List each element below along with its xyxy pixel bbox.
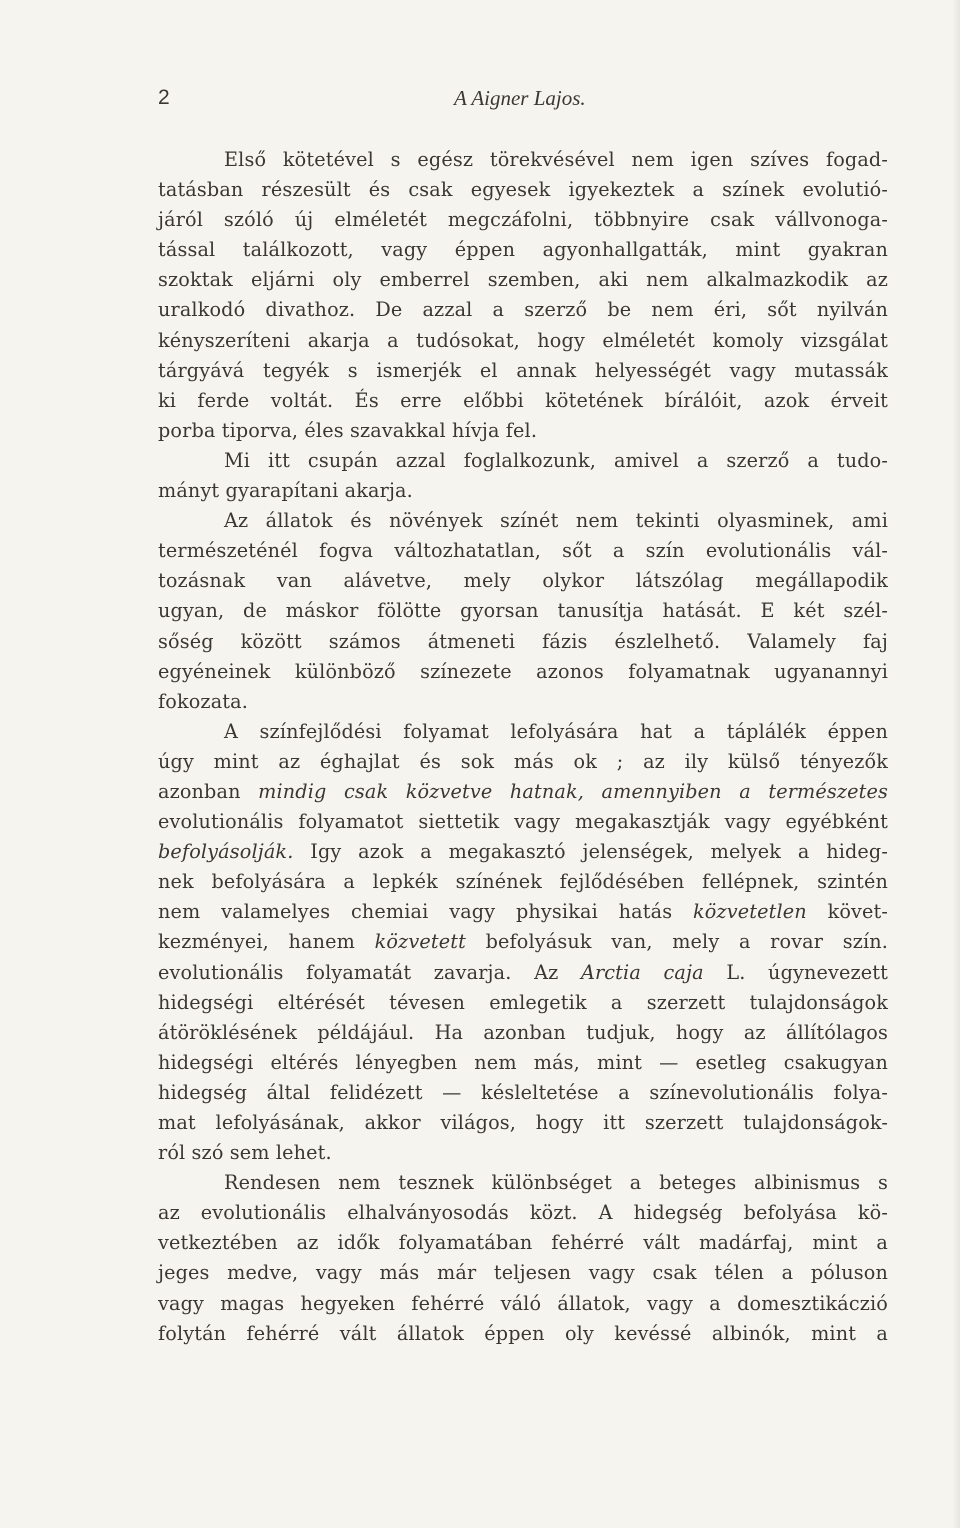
italic-fragment: közvetett xyxy=(374,930,466,954)
text-line: Első kötetével s egész törekvésével nem igen szíves fogad- xyxy=(224,148,888,171)
text-line: ki ferde voltát. És erre előbbi kötetének bírálóit, azok érveit xyxy=(158,388,888,412)
text-line: vetkeztében az idők folyamatában fehérré vált madárfaj, mint a xyxy=(158,1231,888,1255)
text-line xyxy=(158,897,888,927)
text-line: hidegségi eltérését tévesen emlegetik a szerzett tulajdonságok xyxy=(158,990,888,1014)
text-line xyxy=(158,927,888,957)
italic-fragment: Arctia caja xyxy=(580,960,704,984)
text-line: Mi itt csupán azzal foglalkozunk, amivel a szerző a tudo- xyxy=(224,448,888,472)
running-head xyxy=(158,86,888,110)
text-line: ugyan, de máskor fölötte gyorsan tanusítja hatását. E két szél- xyxy=(158,599,888,623)
text-line: nek befolyására a lepkék színének fejlődésében fellépnek, szintén xyxy=(158,870,888,894)
text-line: tozásnak van alávetve, mely olykor látszólag megállapodik xyxy=(158,569,888,593)
italic-fragment: mindig csak közvetve hatnak, amennyiben a természetes xyxy=(258,779,889,803)
text-line: tatásban részesült és csak egyesek igyekeztek a színek evolutió- xyxy=(158,178,888,202)
text-line: ról szó sem lehet. xyxy=(158,1141,332,1165)
text-line: Rendesen nem tesznek különbséget a beteges albinismus s xyxy=(224,1171,888,1195)
text-line: az evolutionális elhalványosodás közt. A hidegség befolyása kö- xyxy=(158,1201,888,1225)
page-edge-shadow xyxy=(952,0,960,1528)
text-fragment: követ- xyxy=(827,900,889,924)
text-line: egyéneinek különböző színezete azonos folyamatnak ugyanannyi xyxy=(158,659,888,683)
text-line xyxy=(158,777,888,807)
text-line xyxy=(158,837,888,867)
text-line: mat lefolyásának, akkor világos, hogy itt szerzett tulajdonságok- xyxy=(158,1111,888,1134)
text-line: tárgyává tegyék s ismerjék el annak helyességét vagy mutassák xyxy=(158,358,888,382)
text-line: szoktak eljárni oly emberrel szemben, aki nem alkalmazkodik az xyxy=(158,268,888,292)
text-fragment: nem valamelyes chemiai vagy physikai hatás xyxy=(158,900,673,924)
body-text xyxy=(158,145,888,1349)
text-line: természeténél fogva változhatatlan, sőt a szín evolutionális vál- xyxy=(158,539,888,563)
text-line: járól szóló új elméletét megczáfolni, többnyire csak vállvonoga- xyxy=(158,208,888,232)
text-line: kényszeríteni akarja a tudósokat, hogy elméletét komoly vizsgálat xyxy=(158,328,888,352)
page-number: 2 xyxy=(158,86,170,109)
italic-fragment: közvetetlen xyxy=(693,900,807,924)
text-line: evolutionális folyamatot siettetik vagy megakasztják vagy egyébként xyxy=(158,810,888,834)
text-fragment: kezményei, hanem xyxy=(158,930,356,954)
text-line: porba tiporva, éles szavakkal hívja fel. xyxy=(158,418,538,442)
text-line: tással találkozott, vagy éppen agyonhallgatták, mint gyakran xyxy=(158,238,888,262)
text-line: sőség között számos átmeneti fázis észlelhető. Valamely faj xyxy=(158,629,888,653)
text-fragment: befolyásuk van, mely a rovar szín. xyxy=(485,930,889,954)
text-fragment: evolutionális folyamatát zavarja. Az xyxy=(158,960,559,984)
text-line: átöröklésének példájául. Ha azonban tudjuk, hogy az állítólagos xyxy=(158,1020,888,1044)
text-line: jeges medve, vagy más már teljesen vagy csak télen a póluson xyxy=(158,1261,888,1285)
text-fragment: azonban xyxy=(158,779,241,803)
text-line: fokozata. xyxy=(158,689,248,713)
text-line: Az állatok és növények színét nem tekinti olyasminek, ami xyxy=(224,509,888,533)
running-title: A Aigner Lajos. xyxy=(454,86,586,110)
text-line xyxy=(158,958,888,988)
text-line: úgy mint az éghajlat és sok más ok ; az ily külső tényezők xyxy=(158,749,888,773)
text-fragment: L. úgynevezett xyxy=(726,960,888,984)
text-line: folytán fehérré vált állatok éppen oly kevéssé albinók, mint a xyxy=(158,1321,888,1345)
text-line: vagy magas hegyeken fehérré váló állatok, vagy a domesztikáczió xyxy=(158,1291,888,1315)
text-line: uralkodó divathoz. De azzal a szerző be nem éri, sőt nyilván xyxy=(158,298,888,322)
text-line: hidegség által felidézett — késleltetése a színevolutionális folya- xyxy=(158,1080,888,1104)
italic-fragment: befolyásolják. xyxy=(158,840,294,864)
text-line: A színfejlődési folyamat lefolyására hat a táplálék éppen xyxy=(224,719,888,743)
text-fragment: Igy azok a megakasztó jelenségek, melyek a hideg- xyxy=(310,840,888,864)
text-line: mányt gyarapítani akarja. xyxy=(158,479,413,503)
text-line: hidegségi eltérés lényegben nem más, mint — esetleg csakugyan xyxy=(158,1050,888,1074)
